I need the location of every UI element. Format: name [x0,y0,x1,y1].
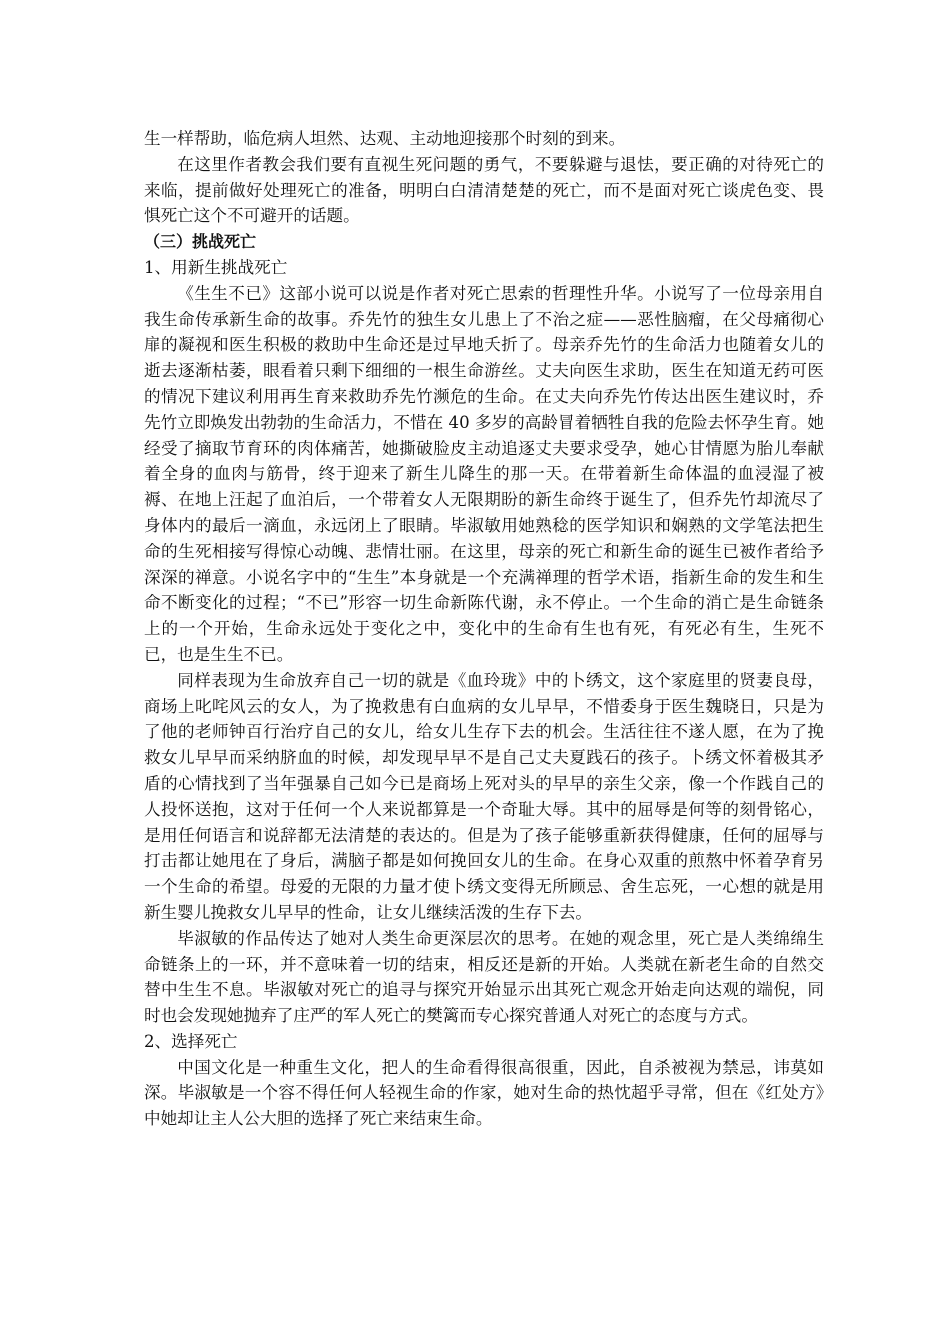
body-text [144,126,824,1132]
subsection-heading-2: 2、选择死亡 [144,1031,238,1051]
paragraph-1: 在这里作者教会我们要有直视生死问题的勇气，不要躲避与退怯，要正确的对待死亡的来临，提前做好处理死亡的准备，明明白白清清楚楚的死亡，而不是面对死亡谈虎色变、畏惧死亡这个不可避开的话题。 [144,154,824,226]
paragraph-3: 同样表现为生命放弃自己一切的就是《血玲珑》中的卜绣文，这个家庭里的贤妻良母，商场上叱咤风云的女人，为了挽救患有白血病的女儿早早，不惜委身于医生魏晓日，只是为了他的老师钟百行治疗自己的女儿，给女儿生存下去的机会。生活往往不遂人愿，在为了挽救女儿早早而采纳脐血的时候，却发现早早不是自己丈夫夏践石的孩子。卜绣文怀着极其矛盾的心情找到了当年强暴自己如今已是商场上死对头的早早的亲生父亲，像一个作践自己的人投怀送抱，这对于任何一个人来说都算是一个奇耻大辱。其中的屈辱是何等的刻骨铭心，是用任何语言和说辞都无法清楚的表达的。但是为了孩子能够重新获得健康，任何的屈辱与打击都让她甩在了身后，满脑子都是如何挽回女儿的生命。在身心双重的煎熬中怀着孕育另一个生命的希望。母爱的无限的力量才使卜绣文变得无所顾忌、舍生忘死，一心想的就是用新生婴儿挽救女儿早早的性命，让女儿继续活泼的生存下去。 [144,670,824,922]
paragraph-2: 《生生不已》这部小说可以说是作者对死亡思索的哲理性升华。小说写了一位母亲用自我生命传承新生命的故事。乔先竹的独生女儿患上了不治之症——恶性脑瘤，在父母痛彻心扉的凝视和医生积极的救助中生命还是过早地夭折了。母亲乔先竹的生命活力也随着女儿的逝去逐渐枯萎，眼看着只剩下细细的一根生命游丝。丈夫向医生求助，医生在知道无药可医的情况下建议利用再生育来救助乔先竹濒危的生命。在丈夫向乔先竹传达出医生建议时，乔先竹立即焕发出勃勃的生命活力，不惜在 40 多岁的高龄冒着牺牲自我的危险去怀孕生育。她经受了摘取节育环的肉体痛苦，她撕破脸皮主动追逐丈夫要求受孕，她心甘情愿为胎儿奉献着全身的血肉与筋骨，终于迎来了新生儿降生的那一天。在带着新生命体温的血浸湿了被褥、在地上汪起了血泊后，一个带着女人无限期盼的新生命终于诞生了，但乔先竹却流尽了身体内的最后一滴血，永远闭上了眼睛。毕淑敏用她熟稔的医学知识和娴熟的文学笔法把生命的生死相接写得惊心动魄、悲情壮丽。在这里，母亲的死亡和新生命的诞生已被作者给予深深的禅意。小说名字中的“生生”本身就是一个充满禅理的哲学术语，指新生命的发生和生命不断变化的过程；“不已”形容一切生命新陈代谢，永不停止。一个生命的消亡是生命链条上的一个开始，生命永远处于变化之中，变化中的生命有生也有死，有死必有生，生死不已，也是生生不已。 [144,283,824,664]
section-heading-3: （三）挑战死亡 [144,232,257,252]
paragraph-5: 中国文化是一种重生文化，把人的生命看得很高很重，因此，自杀被视为禁忌，讳莫如深。毕淑敏是一个容不得任何人轻视生命的作家，她对生命的热忱超乎寻常，但在《红处方》中她却让主人公大胆的选择了死亡来结束生命。 [144,1057,824,1129]
paragraph-0: 生一样帮助，临危病人坦然、达观、主动地迎接那个时刻的到来。 [144,129,626,148]
subsection-heading-1: 1、用新生挑战死亡 [144,257,288,277]
paragraph-4: 毕淑敏的作品传达了她对人类生命更深层次的思考。在她的观念里，死亡是人类绵绵生命链条上的一环，并不意味着一切的结束，相反还是新的开始。人类就在新老生命的自然交替中生生不息。毕淑敏对死亡的追寻与探究开始显示出其死亡观念开始走向达观的端倪，同时也会发现她抛弃了庄严的军人死亡的樊篱而专心探究普通人对死亡的态度与方式。 [144,928,824,1026]
